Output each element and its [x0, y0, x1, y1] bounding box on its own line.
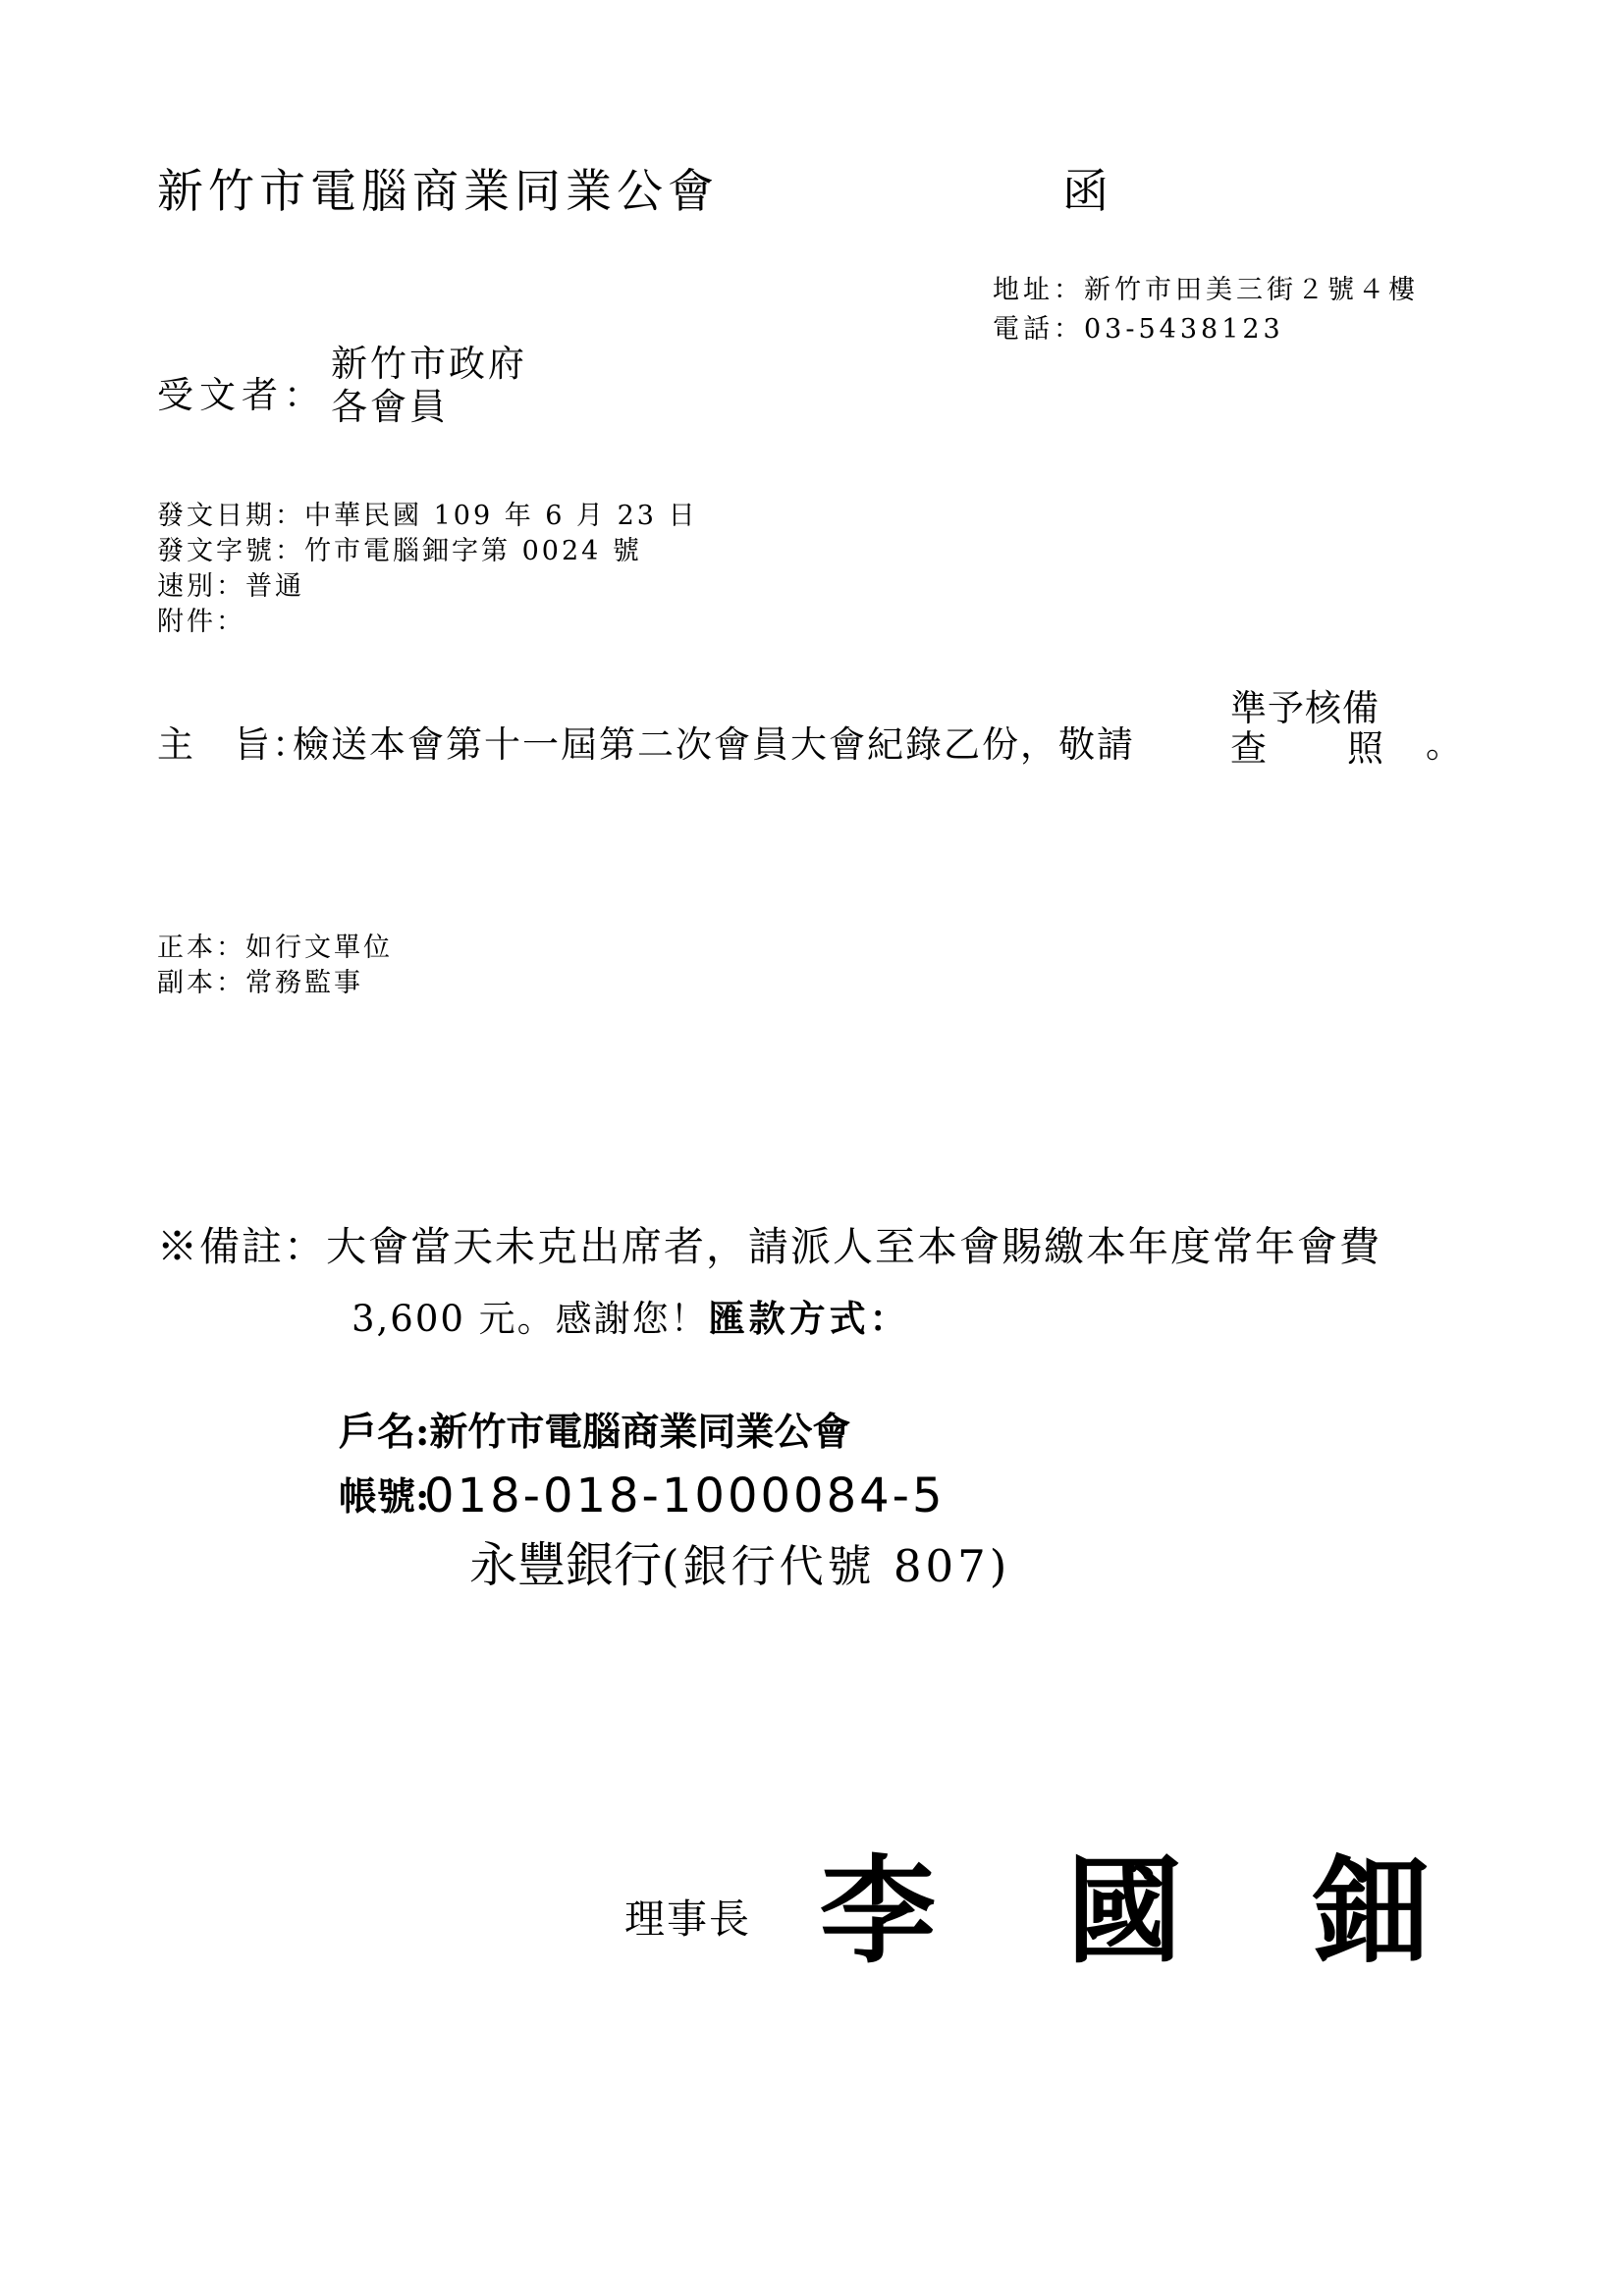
- bank-code: (銀行代號 807): [662, 1540, 1011, 1592]
- note-line-2: [352, 1297, 910, 1340]
- recipient-item: 新竹市政府: [331, 343, 527, 385]
- subject-option-bottom: [1230, 727, 1383, 770]
- fee-text: 3,600 元。感謝您！: [352, 1298, 709, 1340]
- subject-option-top: 準予核備: [1230, 687, 1380, 729]
- account-number: 018-018-1000084-5: [424, 1468, 946, 1523]
- issue-date: 發文日期：中華民國 109 年 6 月 23 日: [157, 501, 698, 531]
- subject-end: 。: [1426, 723, 1462, 766]
- subject-label: 主 旨：: [157, 723, 310, 766]
- subject-option-bottom-1: 查: [1230, 727, 1267, 770]
- account-number-label: 帳號:: [339, 1474, 430, 1520]
- subject-line: [157, 723, 1135, 766]
- organization-title: 新竹市電腦商業同業公會: [157, 165, 719, 219]
- bank-name: [469, 1537, 1011, 1593]
- copy-recipients: 副本：常務監事: [157, 968, 363, 998]
- chairman-title: 理事長: [624, 1896, 751, 1943]
- recipient-label: 受文者：: [157, 374, 326, 416]
- delivery-speed: 速別：普通: [157, 571, 304, 602]
- address: 地址：新竹市田美三街２號４樓: [993, 275, 1419, 305]
- note-line-1: ※備註：大會當天未克出席者，請派人至本會賜繳本年度常年會費: [157, 1223, 1381, 1270]
- remittance-heading: 匯款方式：: [708, 1297, 910, 1340]
- bank-label: 永豐銀行: [469, 1537, 663, 1593]
- phone: 電話：03-5438123: [993, 314, 1284, 345]
- subject-option-bottom-2: 照: [1347, 727, 1383, 770]
- document-type: 函: [1062, 165, 1109, 219]
- chairman-signature: 李 國 鈿: [820, 1842, 1475, 1979]
- attachment: 附件：: [157, 607, 245, 637]
- account-name: 戶名:新竹市電腦商業同業公會: [339, 1410, 851, 1455]
- original-recipients: 正本：如行文單位: [157, 933, 393, 963]
- recipient-item: 各會員: [331, 386, 449, 428]
- subject-text: 檢送本會第十一屆第二次會員大會紀錄乙份，敬請: [293, 723, 1135, 766]
- document-number: 發文字號：竹市電腦鈿字第 0024 號: [157, 536, 642, 566]
